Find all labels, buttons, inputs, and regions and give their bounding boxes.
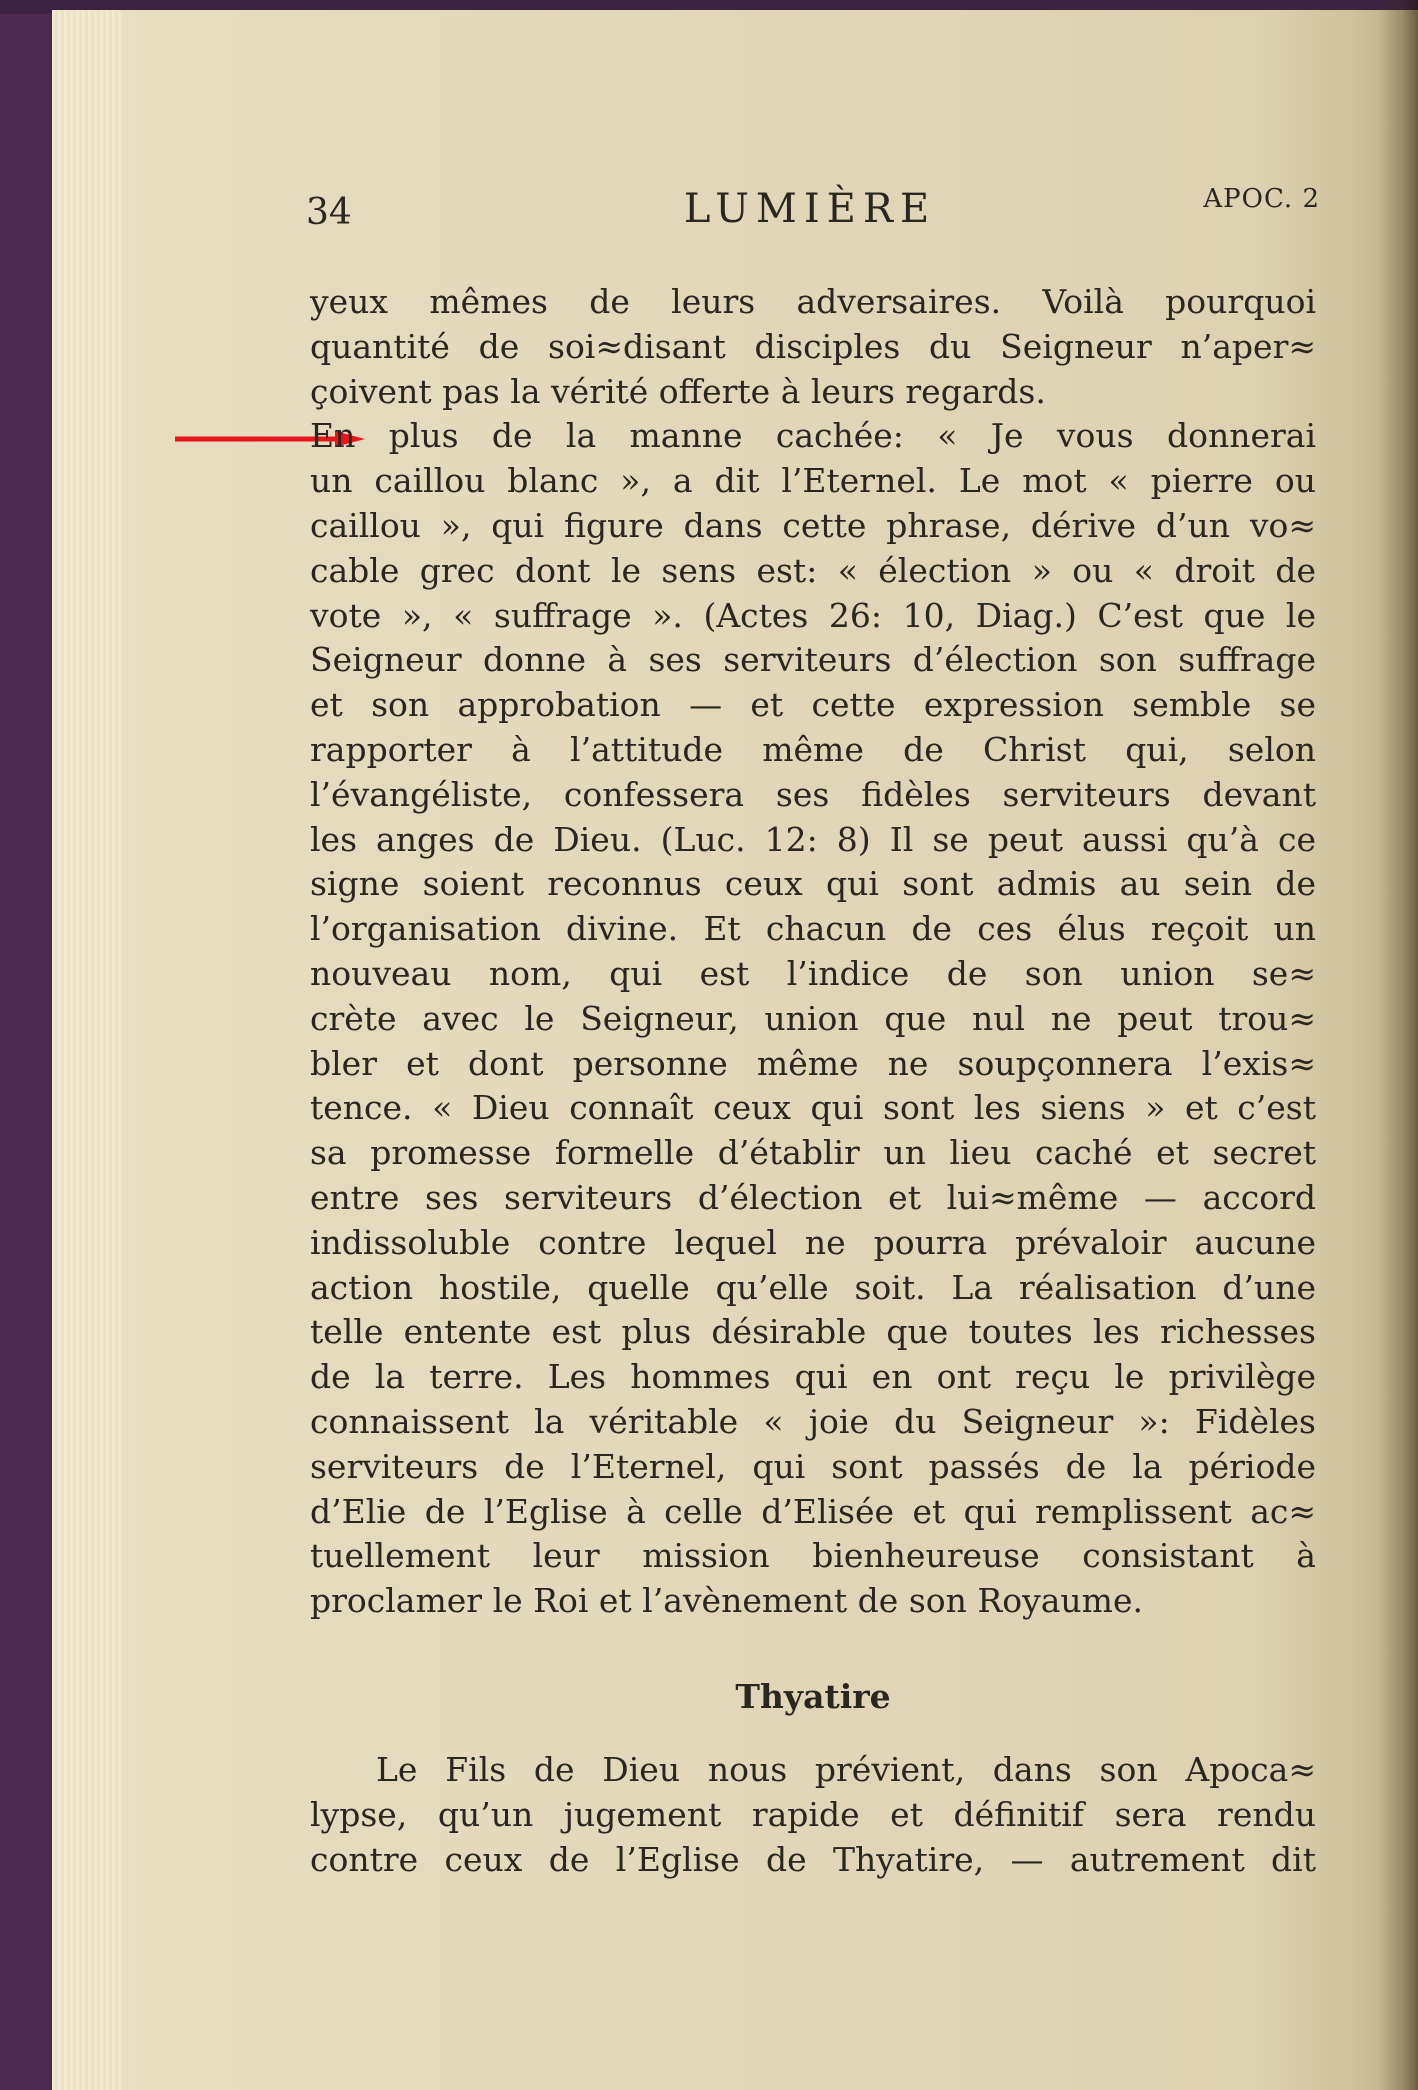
- text-line: de la terre. Les hommes qui en ont reçu le privilège: [310, 1357, 1316, 1397]
- text-line: bler et dont personne même ne soupçonnera l’exis≈: [310, 1043, 1316, 1083]
- text-line: et son approbation — et cette expression semble se: [310, 685, 1316, 725]
- text-line: Le Fils de Dieu nous prévient, dans son Apoca≈: [376, 1750, 1316, 1789]
- section-heading: Thyatire: [735, 1677, 891, 1716]
- text-line: signe soient reconnus ceux qui sont admis au sein de: [310, 864, 1316, 904]
- text-line-marked: En plus de la manne cachée: « Je vous donnerai: [310, 416, 1316, 456]
- text-line: çoivent pas la vérité offerte à leurs regards.: [310, 371, 1046, 411]
- running-title: LUMIÈRE: [683, 186, 937, 232]
- text-line: sa promesse formelle d’établir un lieu caché et secret: [310, 1133, 1316, 1173]
- page-number: 34: [306, 192, 352, 233]
- text-line: tuellement leur mission bienheureuse consistant à: [310, 1536, 1316, 1576]
- page-stack-edge: [52, 10, 122, 2090]
- text-line: vote », « suffrage ». (Actes 26: 10, Diag.) C’est que le: [310, 595, 1316, 635]
- paragraph-body: [310, 280, 1316, 1624]
- text-line: un caillou blanc », a dit l’Eternel. Le mot « pierre ou: [310, 461, 1316, 501]
- text-line: cable grec dont le sens est: « élection » ou « droit de: [310, 550, 1316, 590]
- text-line: crète avec le Seigneur, union que nul ne peut trou≈: [310, 998, 1316, 1038]
- text-line: serviteurs de l’Eternel, qui sont passés de la période: [310, 1446, 1316, 1486]
- text-line: contre ceux de l’Eglise de Thyatire, — autrement dit: [310, 1839, 1316, 1879]
- text-line: indissoluble contre lequel ne pourra prévaloir aucune: [310, 1222, 1316, 1262]
- text-line: l’évangéliste, confessera ses fidèles serviteurs devant: [310, 774, 1316, 814]
- text-line: caillou », qui figure dans cette phrase, dérive d’un vo≈: [310, 505, 1316, 545]
- text-line: yeux mêmes de leurs adversaires. Voilà pourquoi: [310, 282, 1316, 321]
- text-line: tence. « Dieu connaît ceux qui sont les siens » et c’est: [310, 1088, 1316, 1128]
- text-line: quantité de soi≈disant disciples du Seigneur n’aper≈: [310, 326, 1316, 366]
- text-line: Seigneur donne à ses serviteurs d’élection son suffrage: [310, 640, 1316, 680]
- book-gutter-shadow: [1378, 0, 1418, 2090]
- text-line: lypse, qu’un jugement rapide et définitif sera rendu: [310, 1794, 1316, 1834]
- text-line: l’organisation divine. Et chacun de ces élus reçoit un: [310, 909, 1316, 949]
- text-line: action hostile, quelle qu’elle soit. La réalisation d’une: [310, 1267, 1316, 1307]
- paragraph-body-2: [310, 1748, 1316, 1882]
- text-line: d’Elie de l’Eglise à celle d’Elisée et qui remplissent ac≈: [310, 1491, 1316, 1531]
- running-reference: APOC. 2: [1203, 184, 1320, 214]
- text-line: les anges de Dieu. (Luc. 12: 8) Il se peut aussi qu’à ce: [310, 819, 1316, 859]
- running-header: [300, 180, 1320, 240]
- text-line: rapporter à l’attitude même de Christ qui, selon: [310, 729, 1316, 769]
- text-line: entre ses serviteurs d’élection et lui≈même — accord: [310, 1177, 1316, 1217]
- text-line: nouveau nom, qui est l’indice de son union se≈: [310, 953, 1316, 993]
- text-line: telle entente est plus désirable que toutes les richesses: [310, 1312, 1316, 1352]
- text-line: proclamer le Roi et l’avènement de son Royaume.: [310, 1581, 1143, 1621]
- text-line: connaissent la véritable « joie du Seigneur »: Fidèles: [310, 1401, 1316, 1441]
